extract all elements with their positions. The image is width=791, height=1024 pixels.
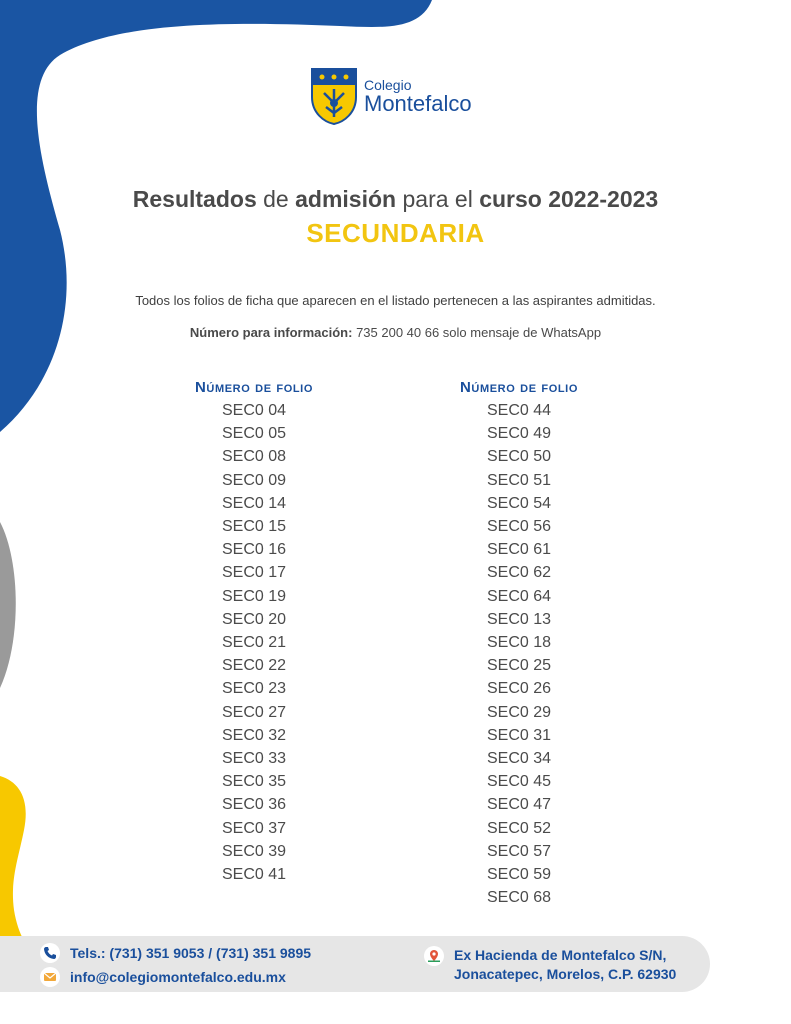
folio-item: SEC0 19 [221,587,287,605]
folio-item: SEC0 17 [221,564,287,582]
email-icon [40,967,60,987]
folio-item: SEC0 08 [221,448,287,466]
gray-blob-shape [0,522,16,688]
folio-item: SEC0 50 [486,448,552,466]
folio-item: SEC0 23 [221,680,287,698]
folio-item: SEC0 56 [486,518,552,536]
folio-item: SEC0 45 [486,773,552,791]
school-logo [310,66,500,126]
folio-item: SEC0 51 [486,471,552,489]
map-pin-icon [424,946,444,966]
folio-item: SEC0 39 [221,842,287,860]
address-line2: Jonacatepec, Morelos, C.P. 62930 [454,966,677,982]
folio-item: SEC0 64 [486,587,552,605]
folio-item: SEC0 32 [221,726,287,744]
folio-item: SEC0 36 [221,796,287,814]
folio-item: SEC0 04 [221,402,287,419]
folio-item: SEC0 18 [486,634,552,652]
school-name [364,78,472,115]
folio-item: SEC0 49 [486,425,552,443]
folio-item: SEC0 15 [221,518,287,536]
school-shield-icon [310,67,358,125]
footer-email [40,967,286,987]
folio-item: SEC0 20 [221,610,287,628]
folio-item: SEC0 21 [221,634,287,652]
folio-column-right [419,377,619,909]
footer-phone-text[interactable]: Tels.: (731) 351 9053 / (731) 351 9895 [70,945,312,961]
folio-item: SEC0 25 [486,657,552,675]
folio-list-left [154,399,354,886]
phone-icon [40,943,60,963]
contact-footer [0,936,710,992]
folio-item: SEC0 61 [486,541,552,559]
footer-phone [40,943,311,963]
folio-item: SEC0 35 [221,773,287,791]
title-word-resultados: Resultados [132,186,257,212]
folio-list-right [419,399,619,909]
school-name-line2: Montefalco [364,90,472,116]
school-name-line1: Colegio [364,76,412,93]
folio-item: SEC0 16 [221,541,287,559]
contact-info-line [0,325,791,340]
admission-notice: Todos los folios de ficha que aparecen en el listado pertenecen a las aspirantes admitidas. [135,293,656,308]
yellow-blob-shape [0,776,40,962]
blue-blob-shape [0,0,432,432]
folio-item: SEC0 52 [486,819,552,837]
info-label: Número para información: [189,325,353,340]
title-word-curso: curso 2022-2023 [479,186,659,212]
title-word-admision: admisión [295,186,397,212]
footer-email-text[interactable]: info@colegiomontefalco.edu.mx [70,969,286,985]
folio-item: SEC0 14 [221,494,287,512]
folio-item: SEC0 27 [221,703,287,721]
folio-item: SEC0 22 [221,657,287,675]
folio-item: SEC0 47 [486,796,552,814]
address-line1: Ex Hacienda de Montefalco S/N, [454,947,667,963]
folio-item: SEC0 33 [221,750,287,768]
info-value: 735 200 40 66 solo mensaje de WhatsApp [356,325,602,340]
footer-address [424,946,676,984]
title-word-de: de [263,186,289,212]
title-word-para-el: para el [402,186,473,212]
folio-item: SEC0 68 [486,889,552,907]
folio-item: SEC0 54 [486,494,552,512]
folio-item: SEC0 62 [486,564,552,582]
folio-item: SEC0 44 [486,402,552,419]
folio-item: SEC0 09 [221,471,287,489]
page-subtitle-level: SECUNDARIA [306,218,485,248]
folio-item: SEC0 57 [486,842,552,860]
folio-item: SEC0 37 [221,819,287,837]
page-title [0,186,791,213]
folio-item: SEC0 26 [486,680,552,698]
folio-item: SEC0 29 [486,703,552,721]
folio-item: SEC0 59 [486,866,552,884]
folio-item: SEC0 41 [221,866,287,884]
folio-column-header: Número de folio [195,379,313,396]
folio-item: SEC0 34 [486,750,552,768]
folio-column-left [154,377,354,886]
folio-item: SEC0 13 [486,610,552,628]
folio-item: SEC0 31 [486,726,552,744]
footer-address-text [454,946,676,984]
folio-item: SEC0 05 [221,425,287,443]
folio-column-header: Número de folio [460,379,578,396]
